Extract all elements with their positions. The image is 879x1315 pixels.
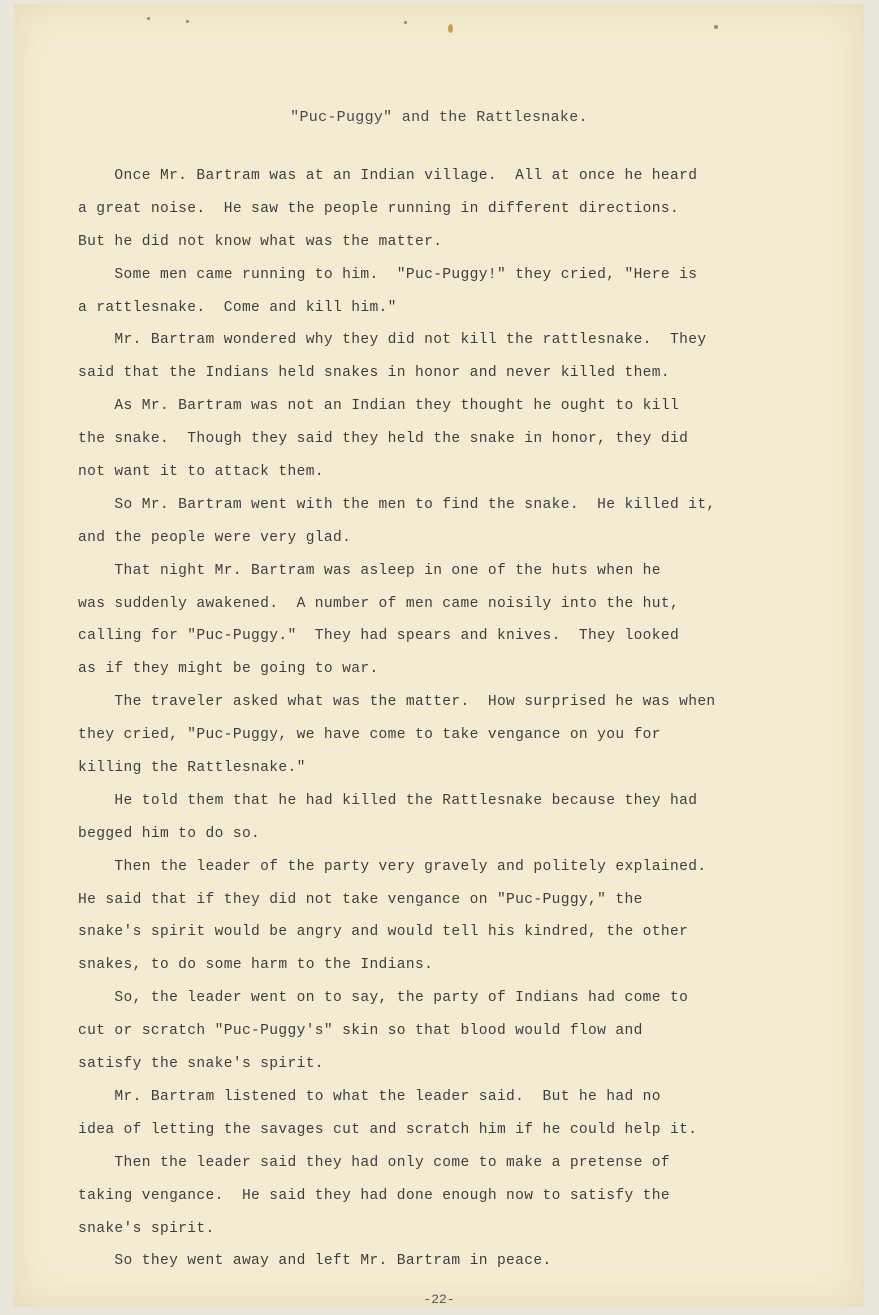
text-line: snake's spirit. — [78, 1220, 215, 1237]
text-line: He told them that he had killed the Rattlesnake because they had — [78, 792, 698, 809]
text-line: As Mr. Bartram was not an Indian they thought he ought to kill — [78, 398, 680, 415]
paper-speck — [448, 24, 453, 33]
text-line: a rattlesnake. Come and kill him." — [78, 299, 397, 316]
paper-speck — [186, 20, 189, 23]
text-line: was suddenly awakened. A number of men came noisily into the hut, — [78, 595, 680, 612]
text-line: Some men came running to him. "Puc-Puggy!" they cried, "Here is — [78, 266, 698, 283]
text-line: and the people were very glad. — [78, 529, 352, 546]
page-number: -22- — [423, 1292, 455, 1307]
text-line: So Mr. Bartram went with the men to find the snake. He killed it, — [78, 496, 716, 513]
text-line: The traveler asked what was the matter. How surprised he was when — [78, 694, 716, 711]
text-line: So, the leader went on to say, the party of Indians had come to — [78, 990, 689, 1007]
text-line: He said that if they did not take vengance on "Puc-Puggy," the — [78, 891, 643, 908]
text-line: begged him to do so. — [78, 825, 261, 842]
text-line: So they went away and left Mr. Bartram in peace. — [78, 1253, 552, 1270]
text-line: killing the Rattlesnake." — [78, 760, 306, 777]
text-line: taking vengance. He said they had done enough now to satisfy the — [78, 1187, 670, 1204]
text-line: they cried, "Puc-Puggy, we have come to take vengance on you for — [78, 727, 661, 744]
text-line: Mr. Bartram listened to what the leader said. But he had no — [78, 1088, 661, 1105]
text-line: Once Mr. Bartram was at an Indian village. All at once he heard — [78, 168, 698, 184]
paper-speck — [147, 17, 150, 20]
text-line: Mr. Bartram wondered why they did not kill the rattlesnake. They — [78, 332, 707, 349]
text-line: the snake. Though they said they held the snake in honor, they did — [78, 431, 689, 448]
paper-speck — [404, 21, 407, 24]
text-line: Then the leader of the party very gravely and politely explained. — [78, 858, 707, 875]
text-line: said that the Indians held snakes in honor and never killed them. — [78, 365, 670, 382]
text-line: snakes, to do some harm to the Indians. — [78, 957, 434, 974]
typed-page — [14, 4, 864, 1307]
text-line: snake's spirit would be angry and would tell his kindred, the other — [78, 924, 689, 941]
text-line: idea of letting the savages cut and scratch him if he could help it. — [78, 1121, 698, 1138]
text-line: satisfy the snake's spirit. — [78, 1056, 324, 1073]
page-title: "Puc-Puggy" and the Rattlesnake. — [290, 109, 588, 126]
text-line: not want it to attack them. — [78, 464, 324, 481]
text-line: a great noise. He saw the people running in different directions. — [78, 200, 680, 217]
text-line: But he did not know what was the matter. — [78, 233, 443, 250]
text-line: calling for "Puc-Puggy." They had spears and knives. They looked — [78, 628, 680, 645]
text-line: Then the leader said they had only come to make a pretense of — [78, 1154, 670, 1171]
body-text — [78, 160, 818, 1278]
paper-speck — [714, 25, 718, 29]
text-line: cut or scratch "Puc-Puggy's" skin so that blood would flow and — [78, 1023, 643, 1040]
text-line: That night Mr. Bartram was asleep in one of the huts when he — [78, 562, 661, 579]
text-line: as if they might be going to war. — [78, 661, 379, 678]
